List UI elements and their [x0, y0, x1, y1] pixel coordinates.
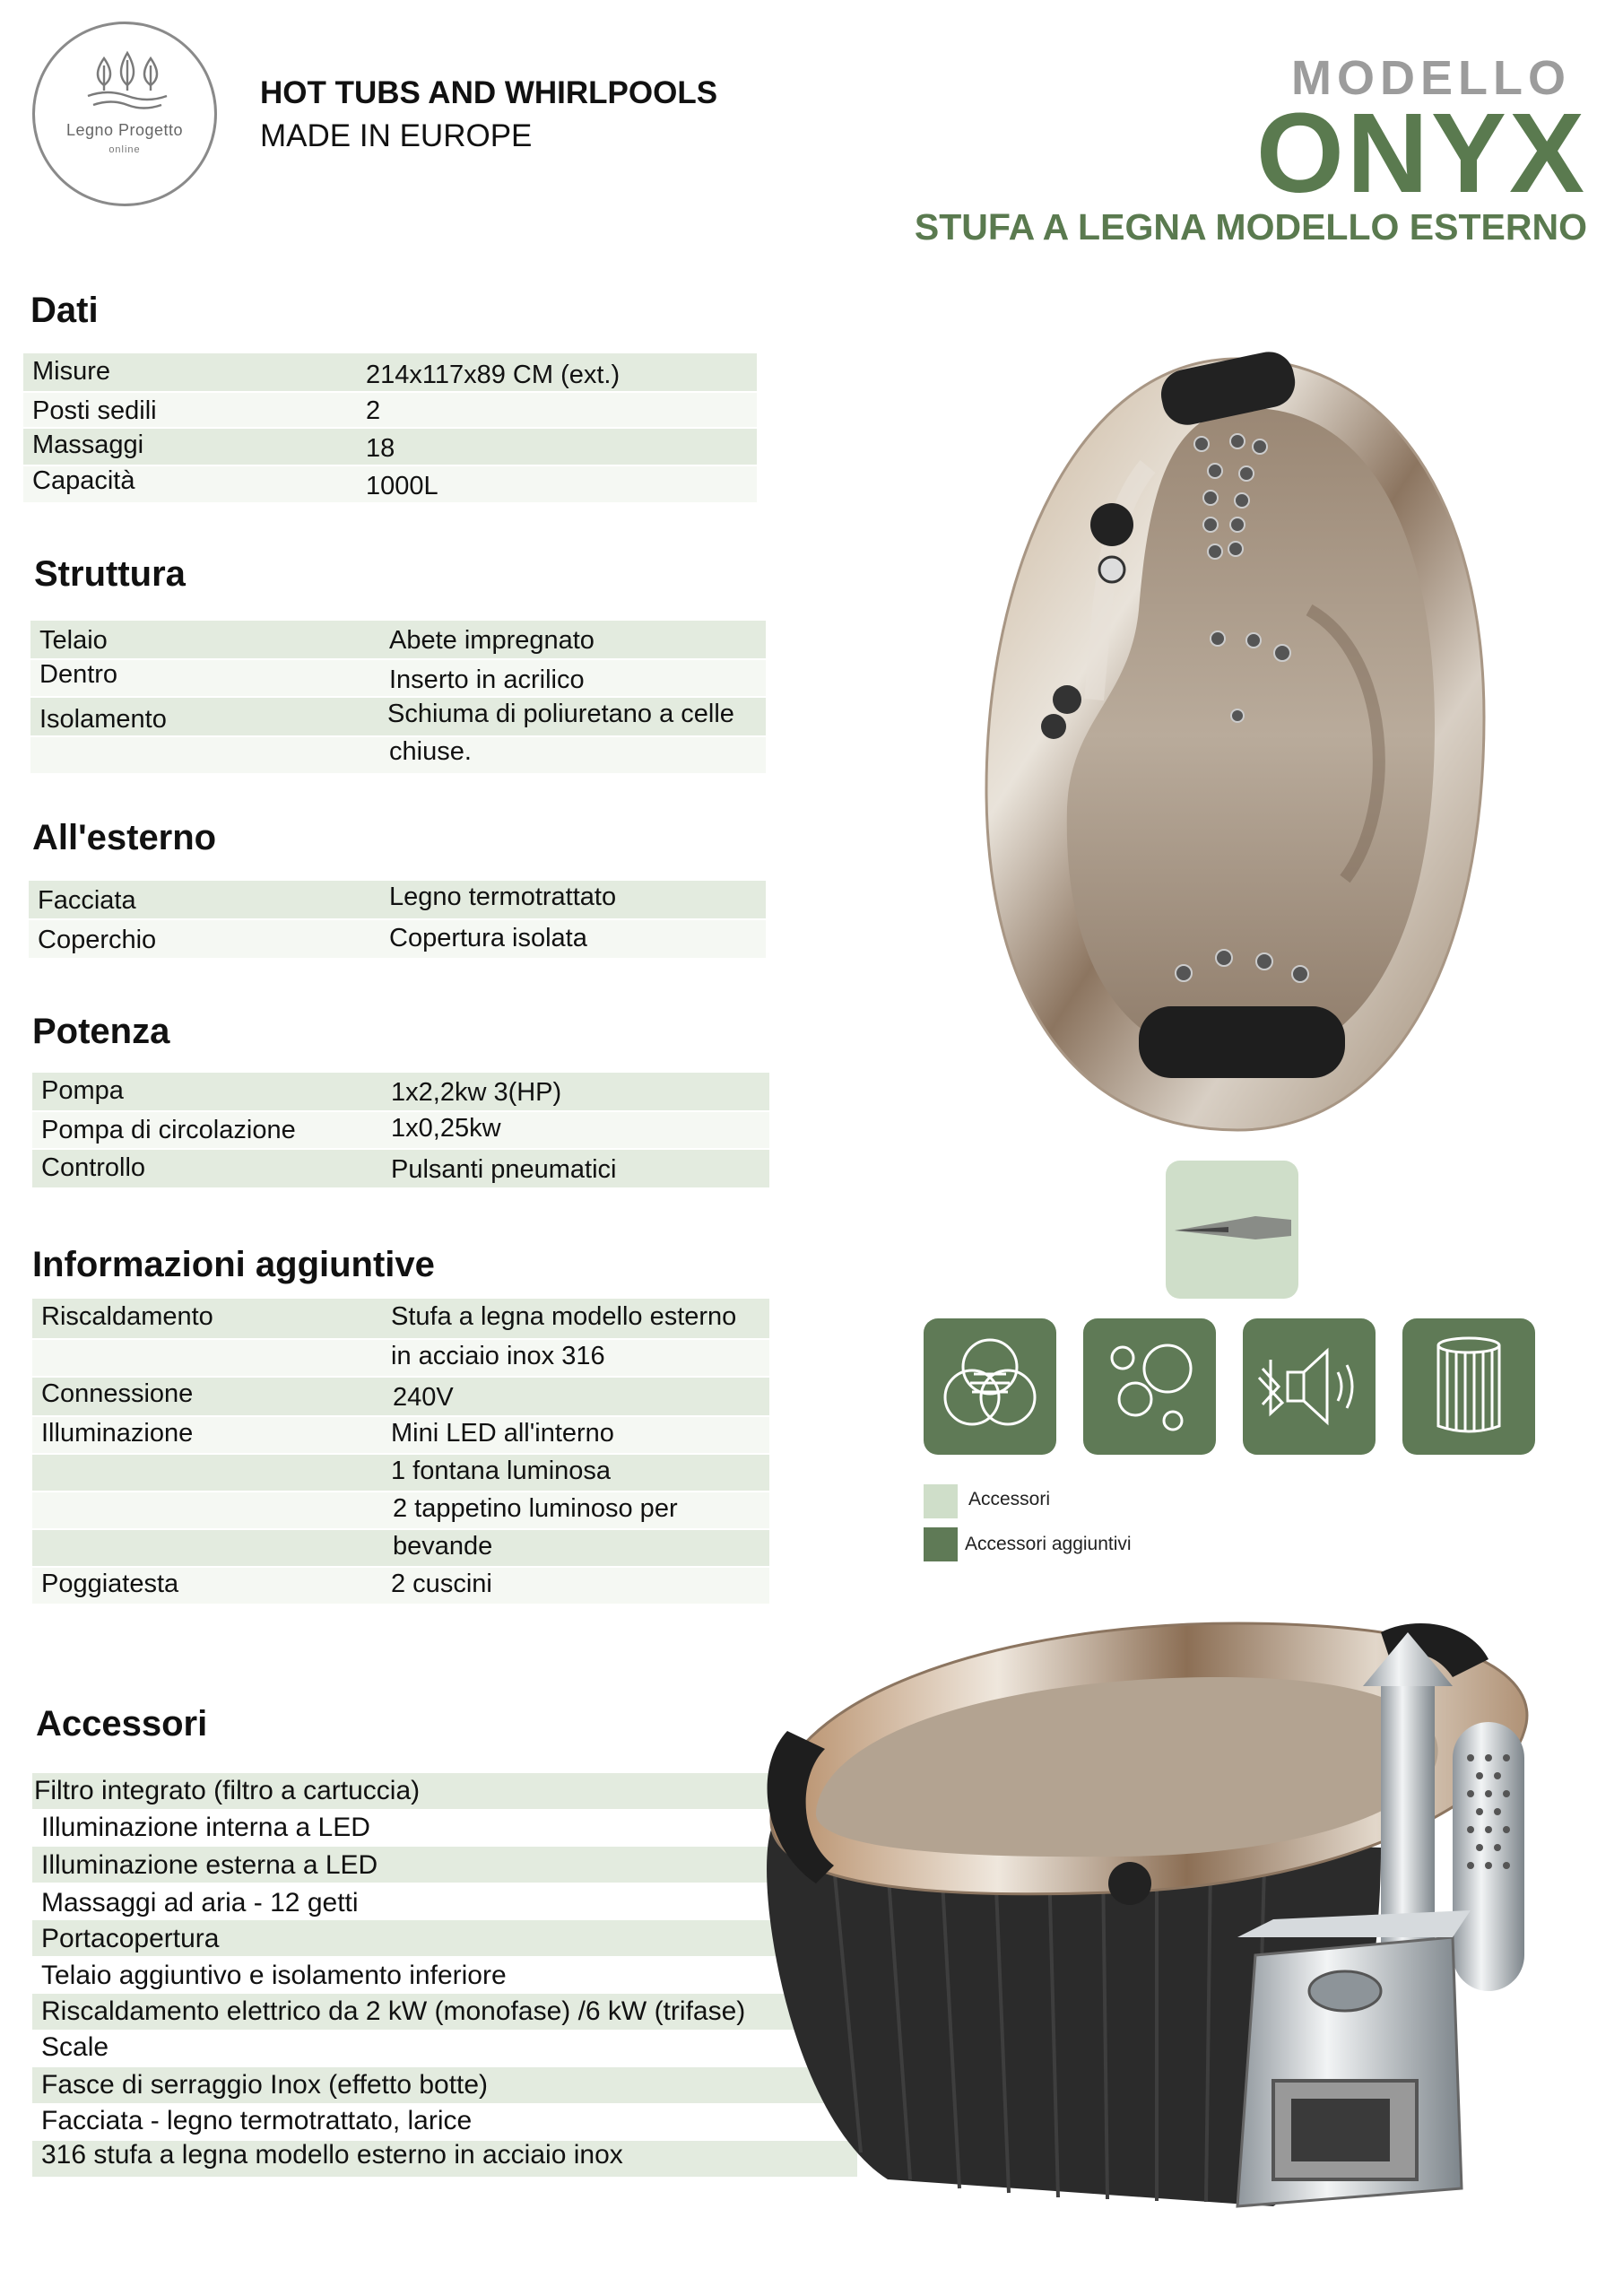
tree-logo-icon — [84, 49, 170, 112]
row-value: 1x2,2kw 3(HP) — [391, 1078, 562, 1107]
list-item: Fasce di serraggio Inox (effetto botte) — [41, 2070, 489, 2100]
section-title-dati: Dati — [30, 291, 99, 330]
section-title-accessori: Accessori — [36, 1704, 208, 1744]
list-item: 316 stufa a legna modello esterno in acciaio inox — [41, 2140, 623, 2170]
row-label: Illuminazione — [41, 1419, 194, 1448]
table-row — [23, 466, 757, 502]
bubbles-icon-card — [1083, 1318, 1216, 1455]
row-value: 18 — [366, 434, 395, 463]
cartridge-filter-icon — [1415, 1333, 1523, 1440]
legend-label-accessori: Accessori — [968, 1489, 1051, 1509]
row-label: Riscaldamento — [41, 1302, 213, 1331]
row-label: Capacità — [32, 466, 135, 495]
row-label: Posti sedili — [32, 396, 157, 425]
table-row — [29, 920, 766, 958]
bluetooth-speaker-icon — [1255, 1333, 1363, 1440]
brand-logo — [32, 22, 217, 206]
list-item: Massaggi ad aria - 12 getti — [41, 1888, 359, 1918]
row-value: Stufa a legna modello esterno — [391, 1302, 737, 1331]
legend-swatch-accessori — [924, 1484, 958, 1518]
row-label: Controllo — [41, 1153, 146, 1182]
model-name: ONYX — [1255, 90, 1587, 216]
table-row — [30, 698, 766, 735]
light-therapy-icon-card — [924, 1318, 1056, 1455]
section-title-info: Informazioni aggiuntive — [32, 1245, 435, 1284]
list-item: Illuminazione esterna a LED — [41, 1850, 378, 1880]
row-value: Legno termotrattato — [389, 883, 617, 911]
cartridge-filter-icon-card — [1402, 1318, 1535, 1455]
row-value: Abete impregnato — [389, 626, 595, 655]
row-value: 1000L — [366, 472, 438, 500]
fountain-spray-icon — [1166, 1161, 1298, 1299]
row-label: Connessione — [41, 1379, 194, 1408]
row-label: Poggiatesta — [41, 1570, 179, 1598]
table-row — [32, 1073, 769, 1110]
list-item: Scale — [41, 2032, 109, 2062]
row-label: Pompa — [41, 1076, 124, 1105]
section-title-potenza: Potenza — [32, 1012, 170, 1051]
row-label: Dentro — [39, 660, 118, 689]
logo-sub: online — [108, 144, 141, 155]
row-label: Coperchio — [38, 926, 157, 954]
table-row — [30, 737, 766, 773]
row-value: Copertura isolata — [389, 924, 587, 952]
table-row — [29, 881, 766, 918]
list-item: Filtro integrato (filtro a cartuccia) — [34, 1776, 421, 1805]
table-row — [23, 429, 757, 465]
list-item: Facciata - legno termotrattato, larice — [41, 2106, 473, 2135]
section-title-esterno: All'esterno — [32, 818, 217, 857]
table-row — [32, 1568, 769, 1604]
row-label: Isolamento — [39, 705, 167, 734]
table-row — [32, 1150, 769, 1187]
row-value: 2 — [366, 396, 381, 425]
list-item: Telaio aggiuntivo e isolamento inferiore — [41, 1961, 507, 1990]
row-label: Facciata — [38, 886, 136, 915]
row-value: 240V — [393, 1383, 454, 1412]
table-row — [23, 353, 757, 391]
hot-tub-top-view — [968, 341, 1506, 1148]
row-label: Pompa di circolazione — [41, 1116, 296, 1144]
page-subtitle: STUFA A LEGNA MODELLO ESTERNO — [914, 206, 1587, 248]
tagline-line2: MADE IN EUROPE — [260, 118, 533, 153]
row-value: Schiuma di poliuretano a celle — [387, 700, 734, 728]
logo-name: Legno Progetto — [65, 121, 184, 139]
table-row — [32, 1378, 769, 1415]
hot-tub-side-view — [735, 1614, 1596, 2296]
bubbles-icon — [1096, 1333, 1203, 1440]
row-value: 2 tappetino luminoso per — [393, 1494, 678, 1523]
row-value: Pulsanti pneumatici — [391, 1155, 617, 1184]
row-label: Misure — [32, 357, 111, 386]
bluetooth-speaker-icon-card — [1243, 1318, 1376, 1455]
row-value: bevande — [393, 1532, 493, 1561]
row-value: 1x0,25kw — [391, 1114, 501, 1143]
list-item: Riscaldamento elettrico da 2 kW (monofase) /6 kW (trifase) — [41, 1996, 746, 2026]
row-value: Mini LED all'interno — [391, 1419, 614, 1448]
row-value-continued: chiuse. — [389, 737, 472, 766]
table-row — [30, 660, 766, 696]
table-row — [32, 1340, 769, 1376]
light-therapy-icon — [936, 1333, 1044, 1440]
table-row — [32, 1530, 769, 1566]
table-row — [30, 621, 766, 658]
table-row — [23, 393, 757, 427]
table-row — [32, 1299, 769, 1338]
tagline-line1: HOT TUBS AND WHIRLPOOLS — [260, 75, 718, 110]
legend-swatch-aggiuntivi — [924, 1527, 958, 1561]
row-label: Telaio — [39, 626, 108, 655]
section-title-struttura: Struttura — [34, 554, 186, 594]
table-row — [32, 1492, 769, 1528]
row-value: 2 cuscini — [391, 1570, 492, 1598]
legend-label-aggiuntivi: Accessori aggiuntivi — [965, 1534, 1132, 1554]
row-value: 214x117x89 CM (ext.) — [366, 361, 621, 389]
row-value: 1 fontana luminosa — [391, 1457, 612, 1485]
row-label: Massaggi — [32, 430, 144, 459]
list-item: Illuminazione interna a LED — [41, 1813, 370, 1842]
table-row — [32, 1112, 769, 1148]
model-label: MODELLO — [1291, 51, 1571, 105]
table-row — [32, 1417, 769, 1453]
table-row — [32, 1455, 769, 1491]
list-item: Portacopertura — [41, 1924, 220, 1953]
fountain-accessory-card — [1166, 1161, 1298, 1299]
row-value: in acciaio inox 316 — [391, 1342, 605, 1370]
row-value: Inserto in acrilico — [389, 665, 585, 694]
